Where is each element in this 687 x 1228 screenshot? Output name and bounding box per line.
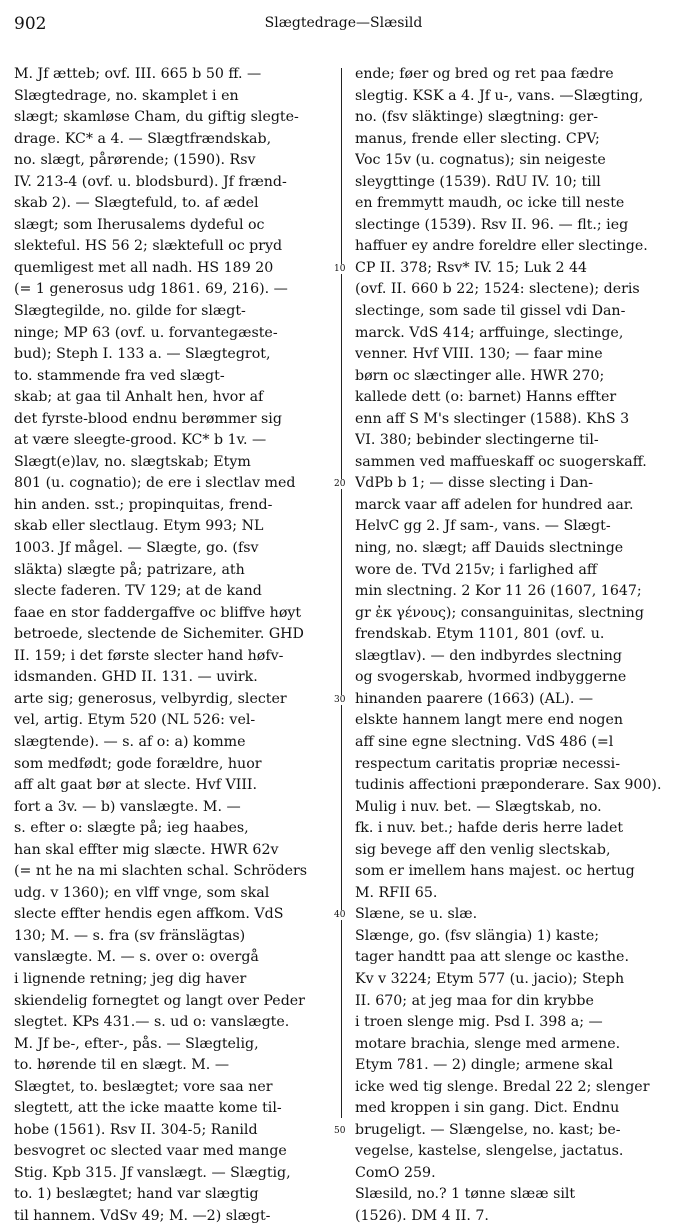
text-line: vel, artig. Etym 520 (NL 526: vel-: [14, 712, 256, 729]
text-line: s. efter o: slægte på; ieg haabes,: [14, 820, 249, 837]
text-line: CP II. 378; Rsv* IV. 15; Luk 2 44: [355, 259, 588, 276]
text-line: sleygttinge (1539). RdU IV. 10; till: [355, 173, 601, 190]
page-header: [14, 14, 673, 40]
text-line: med kroppen i sin gang. Dict. Endnu: [355, 1100, 620, 1117]
text-line: slægt; skamløse Cham, du giftig slegte-: [14, 109, 299, 126]
text-line: Mulig i nuv. bet. — Slægtskab, no.: [355, 798, 602, 815]
column-divider: [341, 68, 342, 1118]
text-line: M. Jf ætteb; ovf. III. 665 b 50 ff. —: [14, 66, 262, 82]
text-line: arte sig; generosus, velbyrdig, slecter: [14, 690, 287, 707]
running-title: Slægtedrage—Slæsild: [264, 15, 423, 31]
text-line: gr ἐκ γένους); consanguinitas, slectning: [355, 604, 644, 621]
text-line: i lignende retning; jeg dig haver: [14, 970, 247, 987]
text-line: fk. i nuv. bet.; hafde deris herre ladet: [355, 820, 624, 837]
text-line: quemligest met all nadh. HS 189 20: [14, 259, 274, 276]
text-line: 130; M. — s. fra (sv fränslägtas): [14, 927, 246, 944]
text-line: brugeligt. — Slængelse, no. kast; be-: [355, 1121, 621, 1138]
text-line: hin anden. sst.; propinquitas, frend-: [14, 496, 273, 513]
text-line: Stig. Kpb 315. Jf vanslægt. — Slægtig,: [14, 1164, 291, 1181]
text-line: en fremmytt maudh, oc icke till neste: [355, 195, 625, 212]
text-line: (1526). DM 4 II. 7.: [355, 1207, 489, 1224]
text-line: IV. 213-4 (ovf. u. blodsburd). Jf frænd-: [14, 173, 287, 190]
text-line: Slægtedrage, no. skamplet i en: [14, 87, 239, 104]
text-line: venner. Hvf VIII. 130; — faar mine: [355, 346, 603, 363]
text-line: slecte effter hendis egen affkom. VdS: [14, 906, 284, 923]
text-line: haffuer ey andre foreldre eller slectinge.: [355, 238, 648, 255]
line-number: 20: [334, 479, 346, 490]
text-line: to. 1) beslægtet; hand var slægtig: [14, 1186, 259, 1203]
text-line: skab 2). — Slægtefuld, to. af ædel: [14, 195, 259, 212]
text-line: enn aff S M's slectinger (1588). KhS 3: [355, 410, 630, 427]
text-line: min slectning. 2 Kor 11 26 (1607, 1647;: [355, 583, 642, 600]
text-line: to. stammende fra ved slægt-: [14, 367, 225, 384]
text-line: Kv v 3224; Etym 577 (u. jacio); Steph: [355, 970, 625, 987]
text-line: slegtett, att the icke maatte kome til-: [14, 1100, 282, 1117]
text-line: Slænge, go. (fsv slängia) 1) kaste;: [355, 927, 600, 944]
text-line: II. 159; i det første slecter hand høfv-: [14, 647, 284, 664]
text-line: marck. VdS 414; arffuinge, slectinge,: [355, 324, 624, 341]
text-line: ning, no. slægt; aff Dauids slectninge: [355, 540, 624, 557]
text-line: udg. v 1360); en vlff vnge, som skal: [14, 884, 270, 901]
text-line: drage. KC* a 4. — Slægtfrændskab,: [14, 130, 272, 147]
text-line: Slægt(e)lav, no. slægtskab; Etym: [14, 453, 251, 470]
text-line: slecte faderen. TV 129; at de kand: [14, 583, 262, 600]
text-line: at være sleegte-grood. KC* b 1v. —: [14, 432, 267, 449]
text-line: vanslægte. M. — s. over o: overgå: [14, 949, 259, 966]
text-line: slægt; som Iherusalems dydeful oc: [14, 216, 265, 233]
text-line: motare brachia, slenge med armene.: [355, 1035, 621, 1052]
text-line: (= nt he na mi slachten schal. Schröders: [14, 863, 308, 880]
text-line: VdPb b 1; — disse slecting i Dan-: [355, 475, 594, 492]
text-line: Etym 781. — 2) dingle; armene skal: [355, 1057, 613, 1074]
text-line: slectinge (1539). Rsv II. 96. — flt.; ieg: [355, 216, 629, 233]
text-line: släkta) slægte på; patrizare, ath: [14, 561, 245, 578]
text-line: som er imellem hans majest. oc hertug: [355, 863, 635, 880]
text-line: tudinis affectioni præponderare. Sax 900).: [355, 777, 662, 794]
text-line: det fyrste-blood endnu berømmer sig: [14, 410, 282, 427]
line-number: 40: [334, 910, 346, 921]
text-line: aff sine egne slectning. VdS 486 (=l: [355, 733, 614, 750]
text-line: manus, frende eller slecting. CPV;: [355, 130, 600, 147]
text-line: fort a 3v. — b) vanslægte. M. —: [14, 798, 241, 815]
text-line: kallede dett (o: barnet) Hanns effter: [355, 389, 617, 406]
text-line: sig bevege aff den venlig slectskab,: [355, 841, 611, 858]
text-line: skab; at gaa til Anhalt hen, hvor af: [14, 389, 264, 406]
text-line: Slægtegilde, no. gilde for slægt-: [14, 303, 246, 320]
text-line: idsmanden. GHD II. 131. — uvirk.: [14, 669, 258, 686]
text-line: Slæne, se u. slæ.: [355, 906, 478, 923]
text-line: ende; føer og bred og ret paa fædre: [355, 66, 614, 82]
text-line: HelvC gg 2. Jf sam-, vans. — Slægt-: [355, 518, 611, 535]
text-line: wore de. TVd 215v; i farlighed aff: [355, 561, 597, 578]
text-line: M. Jf be-, efter-, pås. — Slægtelig,: [14, 1035, 259, 1052]
right-column: [355, 64, 673, 1228]
text-line: til hannem. VdSv 49; M. —2) slægt-: [14, 1207, 271, 1224]
text-line: (= 1 generosus udg 1861. 69, 216). —: [14, 281, 288, 298]
text-line: og svogerskab, hvormed indbyggerne: [355, 669, 627, 686]
line-number: 10: [334, 263, 346, 274]
line-number: 50: [334, 1125, 346, 1136]
text-line: aff alt gaat bør at slecte. Hvf VIII.: [14, 777, 258, 794]
text-line: ninge; MP 63 (ovf. u. forvantegæste-: [14, 324, 278, 341]
text-line: slegtet. KPs 431.— s. ud o: vanslægte.: [14, 1014, 290, 1031]
page-number: 902: [14, 14, 47, 34]
text-line: Slægtet, to. beslægtet; vore saa ner: [14, 1078, 273, 1095]
text-line: elskte hannem langt mere end nogen: [355, 712, 624, 729]
text-line: skiendelig fornegtet og langt over Peder: [14, 992, 305, 1009]
text-line: betroede, slectende de Sichemiter. GHD: [14, 626, 304, 643]
text-line: marck vaar aff adelen for hundred aar.: [355, 496, 634, 513]
text-line: Slæsild, no.? 1 tønne slææ silt: [355, 1186, 576, 1203]
text-line: 801 (u. cognatio); de ere i slectlav med: [14, 475, 296, 492]
text-line: icke wed tig slenge. Bredal 22 2; slenger: [355, 1078, 650, 1095]
text-line: Voc 15v (u. cognatus); sin neigeste: [355, 152, 606, 169]
text-line: skab eller slectlaug. Etym 993; NL: [14, 518, 264, 535]
text-line: faae en stor faddergaffve oc bliffve høyt: [14, 604, 302, 621]
text-line: sammen ved maffueskaff oc suogerskaff.: [355, 453, 647, 470]
text-line: ComO 259.: [355, 1164, 436, 1181]
text-line: M. RFII 65.: [355, 884, 438, 901]
text-line: slekteful. HS 56 2; slæktefull oc pryd: [14, 238, 283, 255]
text-line: slægtende). — s. af o: a) komme: [14, 733, 246, 750]
text-line: no. (fsv släktinge) slægtning: ger-: [355, 109, 598, 126]
text-line: børn oc slæctinger alle. HWR 270;: [355, 367, 605, 384]
text-line: 1003. Jf mågel. — Slægte, go. (fsv: [14, 540, 259, 557]
left-column: [14, 64, 332, 1228]
text-line: to. hørende til en slægt. M. —: [14, 1057, 230, 1074]
text-line: respectum caritatis propriæ necessi-: [355, 755, 621, 772]
text-line: no. slægt, pårørende; (1590). Rsv: [14, 152, 256, 169]
text-line: hinanden paarere (1663) (AL). —: [355, 690, 594, 707]
text-line: tager handtt paa att slenge oc kasthe.: [355, 949, 629, 966]
text-line: (ovf. II. 660 b 22; 1524: slectene); deris: [355, 281, 640, 298]
text-line: slegtig. KSK a 4. Jf u-, vans. —Slægting,: [355, 87, 644, 104]
text-line: hobe (1561). Rsv II. 304-5; Ranild: [14, 1121, 258, 1138]
text-line: vegelse, kastelse, slengelse, jactatus.: [355, 1143, 624, 1160]
text-line: han skal effter mig slæcte. HWR 62v: [14, 841, 279, 858]
text-line: i troen slenge mig. Psd I. 398 a; —: [355, 1014, 603, 1031]
text-line: II. 670; at jeg maa for din krybbe: [355, 992, 594, 1009]
text-line: slægtlav). — den indbyrdes slectning: [355, 647, 622, 664]
text-line: VI. 380; bebinder slectingerne til-: [355, 432, 599, 449]
text-line: slectinge, som sade til gissel vdi Dan-: [355, 303, 626, 320]
text-line: besvogret oc slected vaar med mange: [14, 1143, 287, 1160]
text-line: som medfødt; gode forældre, huor: [14, 755, 262, 772]
line-number: 30: [334, 694, 346, 705]
text-line: bud); Steph I. 133 a. — Slægtegrot,: [14, 346, 271, 363]
text-line: frendskab. Etym 1101, 801 (ovf. u.: [355, 626, 605, 643]
